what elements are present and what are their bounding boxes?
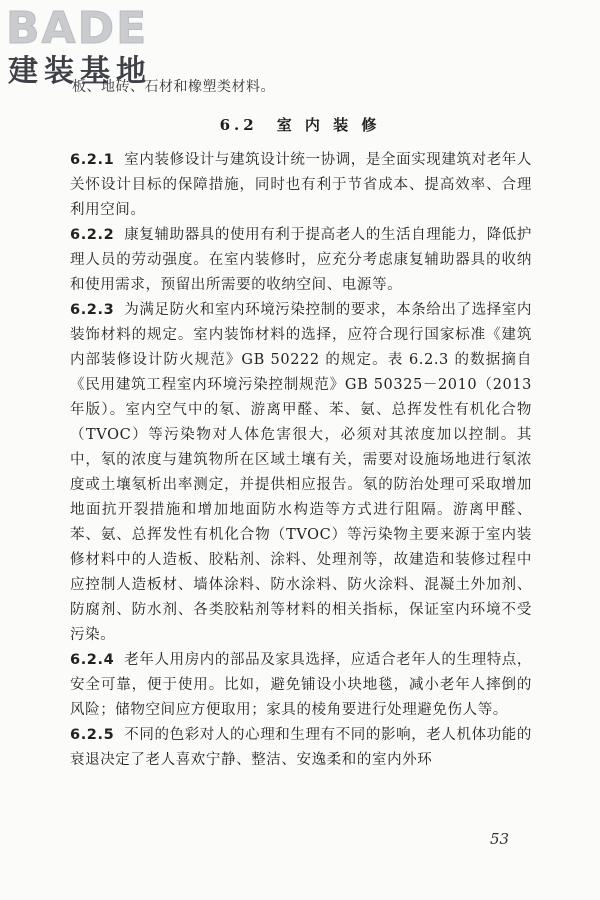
paragraph-6-2-2 (70, 223, 532, 298)
logo-subtitle: 建装基地 (8, 54, 152, 89)
page-number: 53 (490, 830, 510, 848)
clause-text: 老年人用房内的部品及家具选择，应适合老年人的生理特点，安全可靠，便于使用。比如，避免铺设小块地毯，减小老年人摔倒的风险；储物空间应方便取用；家具的棱角要进行处理避免伤人等。 (70, 652, 532, 718)
clause-number: 6.2.1 (70, 152, 115, 168)
paragraph-6-2-1 (70, 148, 532, 223)
clause-text: 室内装修设计与建筑设计统一协调，是全面实现建筑对老年人关怀设计目标的保障措施，同时也有利于节省成本、提高效率、合理利用空间。 (70, 152, 532, 218)
paragraph-6-2-5 (70, 723, 532, 773)
clause-number: 6.2.3 (70, 302, 115, 318)
clause-number: 6.2.5 (70, 727, 115, 743)
paragraph-6-2-4 (70, 648, 532, 723)
clause-text: 不同的色彩对人的心理和生理有不同的影响，老人机体功能的衰退决定了老人喜欢宁静、整洁、安逸柔和的室内外环 (70, 727, 532, 768)
clause-text: 康复辅助器具的使用有利于提高老人的生活自理能力，降低护理人员的劳动强度。在室内装修时，应充分考虑康复辅助器具的收纳和使用需求，预留出所需要的收纳空间、电源等。 (70, 227, 532, 293)
body-text (70, 148, 532, 773)
logo-wordmark: BADE (6, 3, 149, 54)
clause-number: 6.2.2 (70, 227, 115, 243)
continuation-text: 板、地砖、石材和橡塑类材料。 (72, 79, 275, 95)
paragraph-6-2-3 (70, 298, 532, 648)
clause-number: 6.2.4 (70, 652, 115, 668)
clause-text: 为满足防火和室内环境污染控制的要求，本条给出了选择室内装饰材料的规定。室内装饰材料的选择，应符合现行国家标准《建筑内部装修设计防火规范》GB 50222 的规定。表 6.2.3 的数据摘自《民用建筑工程室内环境污染控制规范》GB 50325－2010（2013 年版）。室内空气中的氡、游离甲醛、苯、氨、总挥发性有机化合物（TVOC）等污染物对人体危害很大，必须对其浓度加以控制。其中，氡的浓度与建筑物所在区域土壤有关，需要对设施场地进行氡浓度或土壤氡析出率测定，并提供相应报告。氡的防治处理可采取增加地面抗开裂措施和增加地面防水构造等方式进行阻隔。游离甲醛、苯、氨、总挥发性有机化合物（TVOC）等污染物主要来源于室内装修材料中的人造板、胶粘剂、涂料、处理剂等，故建造和装修过程中应控制人造板材、墙体涂料、防水涂料、防火涂料、混凝土外加剂、防腐剂、防水剂、各类胶粘剂等材料的相关指标，保证室内环境不受污染。 (70, 302, 532, 643)
section-title: 6.2 室 内 装 修 (219, 116, 381, 134)
